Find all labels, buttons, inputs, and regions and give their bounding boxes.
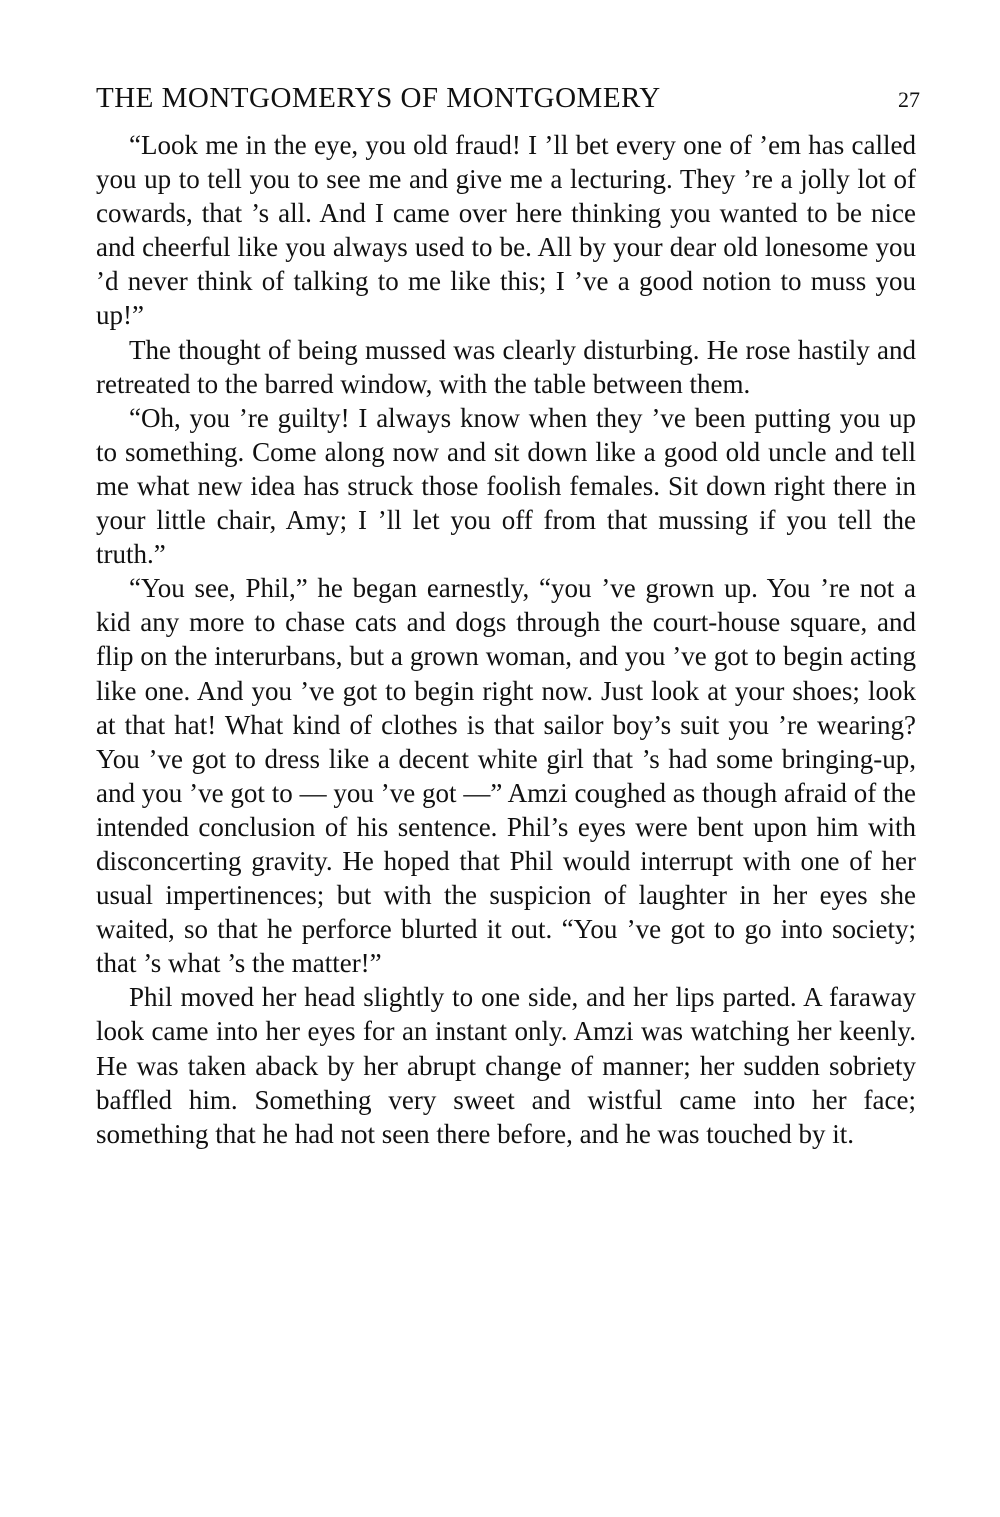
page-number: 27 <box>898 87 920 112</box>
running-title: THE MONTGOMERYS OF MONTGOMERY <box>96 82 661 114</box>
paragraph: “Look me in the eye, you old fraud! I ’ll bet every one of ’em has called you up to tell you to see me and give me a lecturing. They ’re a jolly lot of cowards, that ’s all. And I came over here thinking you wanted to be nice and cheerful like you always used to be. All by your dear old lonesome you ’d never think of talking to me like this; I ’ve a good notion to muss you up!” <box>96 130 916 331</box>
body-text <box>96 128 916 1151</box>
book-page <box>96 82 920 1151</box>
paragraph: “You see, Phil,” he began earnestly, “you ’ve grown up. You ’re not a kid any more to chase cats and dogs through the court-house square, and flip on the interurbans, but a grown woman, and you ’ve got to begin acting like one. And you ’ve got to begin right now. Just look at your shoes; look at that hat! What kind of clothes is that sailor boy’s suit you ’re wearing? You ’ve got to dress like a decent white girl that ’s had some bringing-up, and you ’ve got to — you ’ve got —” Amzi coughed as though afraid of the intended conclusion of his sentence. Phil’s eyes were bent upon him with disconcerting gravity. He hoped that Phil would interrupt with one of her usual impertinences; but with the suspicion of laughter in her eyes she waited, so that he perforce blurted it out. “You ’ve got to go into society; that ’s what ’s the matter!” <box>96 573 916 979</box>
running-head <box>96 82 920 124</box>
paragraph: The thought of being mussed was clearly disturbing. He rose hastily and retreated to the barred window, with the table between them. <box>96 334 916 399</box>
paragraph: Phil moved her head slightly to one side, and her lips parted. A faraway look came into her eyes for an instant only. Amzi was watching her keenly. He was taken aback by her abrupt change of manner; her sudden sobriety baffled him. Something very sweet and wistful came into her face; something that he had not seen there before, and he was touched by it. <box>96 982 916 1149</box>
paragraph: “Oh, you ’re guilty! I always know when they ’ve been putting you up to something. Come along now and sit down like a good old uncle and tell me what new idea has struck those foolish females. Sit down right there in your little chair, Amy; I ’ll let you off from that mussing if you tell the truth.” <box>96 402 916 570</box>
